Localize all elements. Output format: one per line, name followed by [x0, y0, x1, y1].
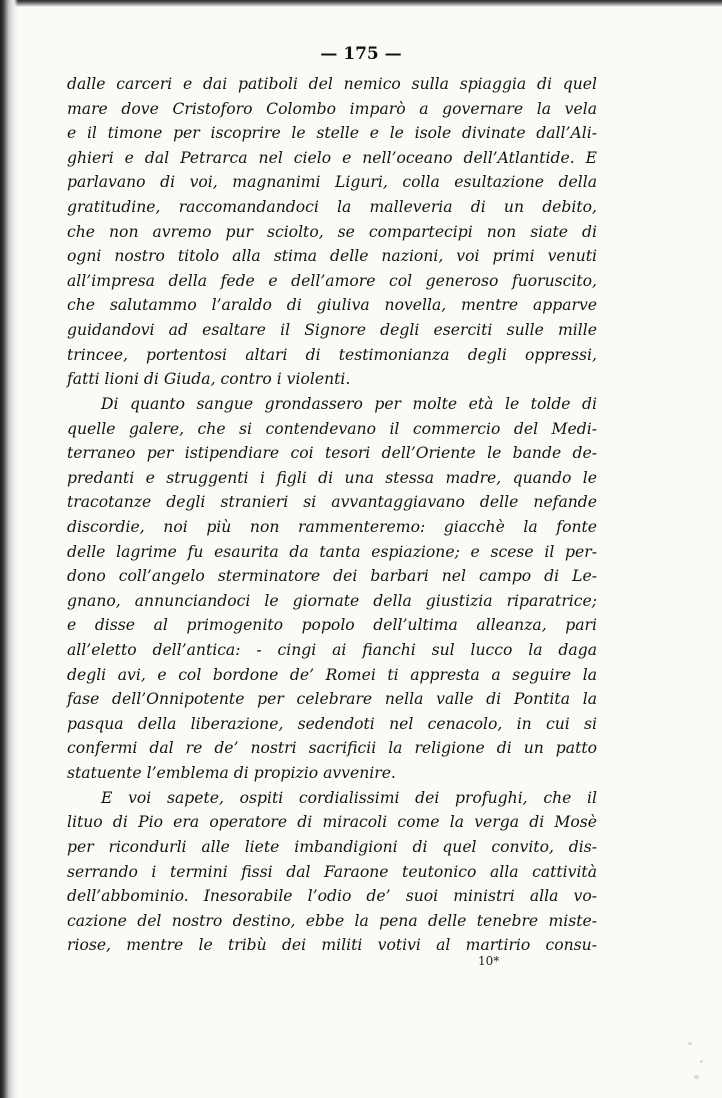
page-number: — 175 — [320, 44, 402, 64]
text-line: fatti lioni di Giuda, contro i violenti. [67, 370, 351, 389]
text-line: pasqua della liberazione, sedendoti nel cenacolo, in cui si [67, 714, 597, 733]
text-line: serrando i termini fissi dal Faraone teutonico alla cattività [67, 862, 597, 881]
binding-shadow [0, 0, 18, 1098]
text-line: cazione del nostro destino, ebbe la pena delle tenebre miste- [67, 911, 597, 930]
text-line: fase dell’Onnipotente per celebrare nella valle di Pontita la [67, 690, 597, 709]
text-line: per ricondurli alle liete imbandigioni di quel convito, dis- [67, 837, 597, 856]
text-line: dell’abbominio. Inesorabile l’odio de’ suoi ministri alla vo- [67, 887, 597, 906]
text-line: terraneo per istipendiare coi tesori dell’Oriente le bande de- [67, 444, 597, 463]
text-line: e il timone per iscoprire le stelle e le isole divinate dall’Ali- [67, 124, 597, 143]
text-line: all’impresa della fede e dell’amore col generoso fuoruscito, [67, 271, 597, 290]
text-line: che non avremo pur sciolto, se compartecipi non siate di [67, 222, 597, 241]
text-line: mare dove Cristoforo Colombo imparò a governare la vela [67, 99, 597, 118]
page-top-shadow [0, 0, 722, 7]
paper-speck [700, 1060, 703, 1063]
text-line: parlavano di voi, magnanimi Liguri, colla esultazione della [67, 173, 597, 192]
text-line: confermi dal re de’ nostri sacrificii la religione di un patto [67, 739, 597, 758]
text-line: E voi sapete, ospiti cordialissimi dei profughi, che il [101, 788, 597, 807]
text-line: quelle galere, che si contendevano il commercio del Medi- [67, 419, 597, 438]
text-line: degli avi, e col bordone de’ Romei ti appresta a seguire la [67, 665, 597, 684]
text-line: e disse al primogenito popolo dell’ultima alleanza, pari [67, 616, 597, 635]
text-line: tracotanze degli stranieri si avvantaggiavano delle nefande [67, 493, 597, 512]
text-line: ogni nostro titolo alla stima delle nazioni, voi primi venuti [67, 247, 597, 266]
text-line: dalle carceri e dai patiboli del nemico sulla spiaggia di quel [67, 75, 597, 93]
text-line: gratitudine, raccomandandoci la malleveria di un debito, [67, 198, 597, 217]
text-line: lituo di Pio era operatore di miracoli come la verga di Mosè [67, 813, 597, 832]
text-line: dono coll’angelo sterminatore dei barbari nel campo di Le- [67, 567, 597, 586]
text-line: che salutammo l’araldo di giuliva novella, mentre apparve [67, 296, 597, 315]
text-line: statuente l’emblema di propizio avvenire. [67, 764, 396, 783]
text-line: trincee, portentosi altari di testimonianza degli oppressi, [67, 345, 597, 364]
text-line: predanti e struggenti i figli di una stessa madre, quando le [67, 468, 597, 487]
body-text [67, 72, 597, 958]
text-line: Di quanto sangue grondassero per molte età le tolde di [101, 394, 597, 413]
text-line: riose, mentre le tribù dei militi votivi al martirio consu- [67, 936, 597, 955]
text-line: discordie, noi più non rammenteremo: giacchè la fonte [67, 517, 597, 536]
text-line: delle lagrime fu esaurita da tanta espiazione; e scese il per- [67, 542, 597, 561]
text-line: ghieri e dal Petrarca nel cielo e nell’oceano dell’Atlantide. E [67, 148, 597, 167]
text-line: guidandovi ad esaltare il Signore degli eserciti sulle mille [67, 321, 597, 340]
signature-mark: 10* [478, 954, 500, 968]
text-line: all’eletto dell’antica: - cingi ai fianchi sul lucco la daga [67, 641, 597, 660]
paper-speck [694, 1075, 699, 1079]
text-line: gnano, annunciandoci le giornate della giustizia riparatrice; [67, 591, 597, 610]
paper-speck [688, 1042, 692, 1045]
